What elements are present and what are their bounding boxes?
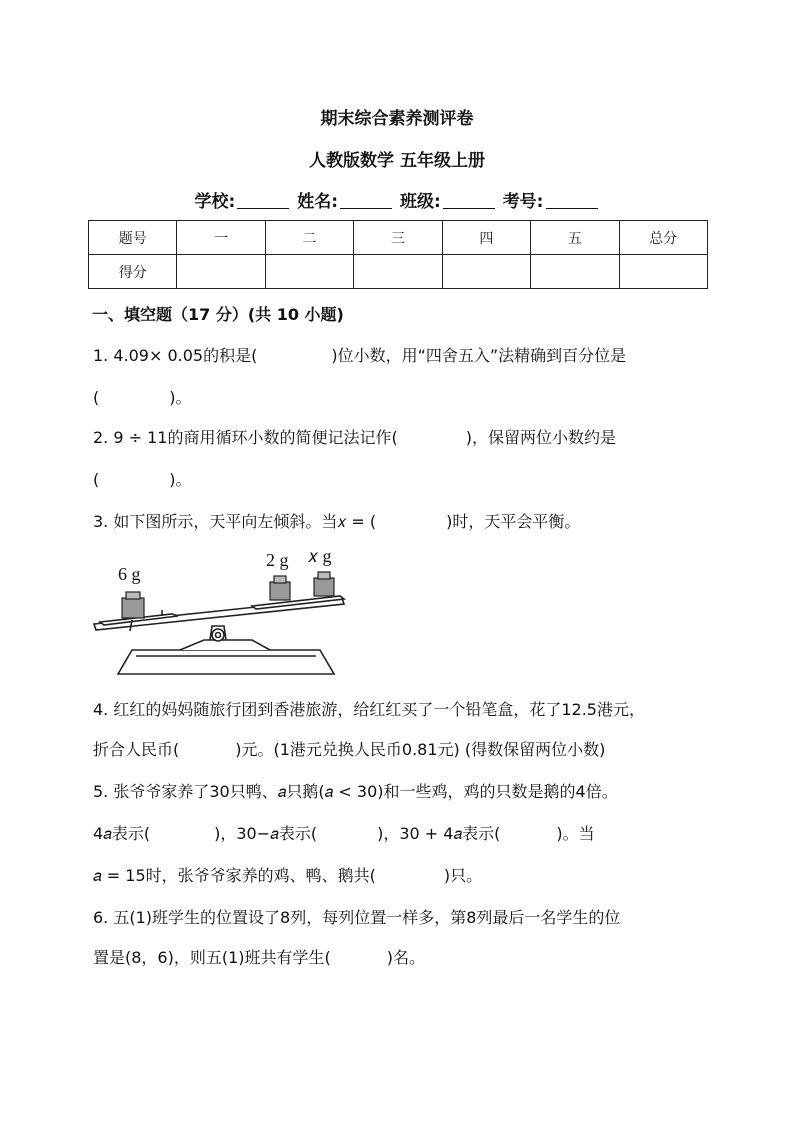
score-cell[interactable] (354, 255, 442, 289)
page-title: 期末综合素养测评卷 (320, 109, 474, 129)
label-2g: 2 g (266, 550, 289, 570)
header-cell: 四 (442, 221, 530, 255)
score-table-header-row (89, 221, 708, 255)
exam-number-blank[interactable] (546, 192, 598, 209)
score-table-score-row (89, 255, 708, 289)
header-cell: 一 (177, 221, 265, 255)
page-subtitle: 人教版数学 五年级上册 (309, 151, 485, 171)
header-cell: 二 (265, 221, 353, 255)
school-blank[interactable] (237, 192, 289, 209)
name-blank[interactable] (340, 192, 392, 209)
score-table (88, 220, 708, 289)
question-4-line-1: 4. 红红的妈妈随旅行团到香港旅游，给红红买了一个铅笔盒，花了12.5港元， (93, 700, 645, 719)
question-1-line-2: ( )。 (93, 388, 192, 407)
score-row-label: 得分 (89, 255, 177, 289)
question-2-line-2: ( )。 (93, 470, 192, 489)
score-cell[interactable] (619, 255, 707, 289)
question-6-line-1: 6. 五(1)班学生的位置设了8列，每列位置一样多，第8列最后一名学生的位 (93, 908, 621, 927)
question-5-line-2: 4𝑎表示( )，30−𝑎表示( )，30 + 4𝑎表示( )。当 (93, 824, 595, 843)
score-cell[interactable] (531, 255, 619, 289)
name-label: 姓名: (297, 192, 339, 212)
weight-2g (270, 576, 290, 600)
exam-number-label: 考号: (502, 192, 544, 212)
weight-xg (314, 572, 334, 596)
balance-scale-figure (92, 546, 352, 681)
question-3: 3. 如下图所示，天平向左倾斜。当𝑥 = ( )时，天平会平衡。 (93, 512, 581, 531)
score-cell[interactable] (265, 255, 353, 289)
score-cell[interactable] (177, 255, 265, 289)
header-cell: 题号 (89, 221, 177, 255)
section-title: 一、填空题（17 分）(共 10 小题) (92, 305, 344, 324)
label-6g: 6 g (118, 564, 141, 584)
school-label: 学校: (194, 192, 236, 212)
header-cell: 三 (354, 221, 442, 255)
weight-6g (122, 592, 144, 618)
question-6-line-2: 置是(8，6)，则五(1)班共有学生( )名。 (93, 948, 426, 967)
score-cell[interactable] (442, 255, 530, 289)
class-label: 班级: (399, 192, 441, 212)
header-cell: 总分 (619, 221, 707, 255)
question-5-line-3: 𝑎 = 15时，张爷爷家养的鸡、鸭、鹅共( )只。 (93, 866, 483, 885)
label-xg: 𝑥 g (308, 546, 332, 566)
question-2-line-1: 2. 9 ÷ 11的商用循环小数的简便记法记作( )，保留两位小数约是 (93, 428, 616, 447)
question-1-line-1: 1. 4.09× 0.05的积是( )位小数，用“四舍五入”法精确到百分位是 (93, 346, 627, 365)
question-4-line-2: 折合人民币( )元。(1港元兑换人民币0.81元) (得数保留两位小数) (93, 740, 606, 759)
question-5-line-1: 5. 张爷爷家养了30只鸭、𝑎只鹅(𝑎 < 30)和一些鸡，鸡的只数是鹅的4倍。 (93, 782, 618, 801)
class-blank[interactable] (443, 192, 495, 209)
student-info-line (0, 187, 794, 212)
header-cell: 五 (531, 221, 619, 255)
